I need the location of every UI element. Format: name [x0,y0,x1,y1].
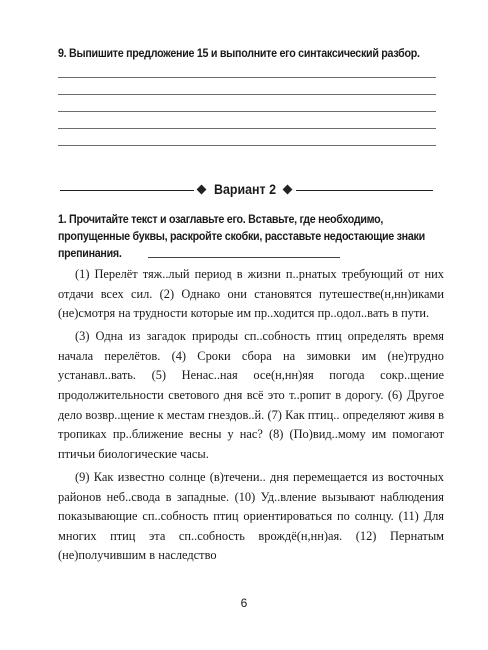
header-rule-left [60,190,194,191]
answer-line [58,77,436,78]
header-rule-right [296,190,433,191]
title-answer-line [148,257,340,258]
exercise-text [58,265,444,569]
variant-header [0,181,488,199]
answer-line [58,111,436,112]
variant-title: Вариант 2 [214,182,276,197]
paragraph: (3) Одна из загадок природы сп..собность птиц определять время начала перелётов. (4) Сроки сбора на зимовки им (не)трудно устанавл..вать. (5) Ненас..ная осе(н,нн)яя погода сокр..щение продолжительности светового дня всё это т..ропит в дорогу. (6) Другое дело возвр..щение к местам гнездов..й. (7) Как птиц.. определяют живя в тропиках пр..ближение весны у нас? (8) (По)вид..мому им помогают птичьи биологические часы. [58,329,444,461]
answer-line [58,128,436,129]
task-9-instruction: 9. Выпишите предложение 15 и выполните его синтаксический разбор. [58,48,420,60]
paragraph: (1) Перелёт тяж..лый период в жизни п..рнатых требующий от них отдачи всех сил. (2) Однако они становятся путешестве(н,нн)иками (не)смотря на трудности которые им пр..ходится пр..одол..вать в пути. [58,267,444,321]
page-number: 6 [240,596,248,610]
task-1-instruction: 1. Прочитайте текст и озаглавьте его. Вставьте, где необходимо, пропущенные буквы, раскройте скобки, расставьте недостающие знаки препинания. [58,214,425,260]
answer-line [58,94,436,95]
paragraph: (9) Как известно солнце (в)течени.. дня перемещается из восточных районов неб..свода в западные. (10) Уд..вление вызывают наблюдения показывающие сп..собность птиц ориентироваться по солнцу. (11) Для многих птиц эта сп..собность врождё(н,нн)ая. (12) Пернатым (не)получившим в наследство [58,469,444,563]
answer-line [58,145,436,146]
diamond-ornament-icon [283,185,293,195]
diamond-ornament-icon [197,185,207,195]
